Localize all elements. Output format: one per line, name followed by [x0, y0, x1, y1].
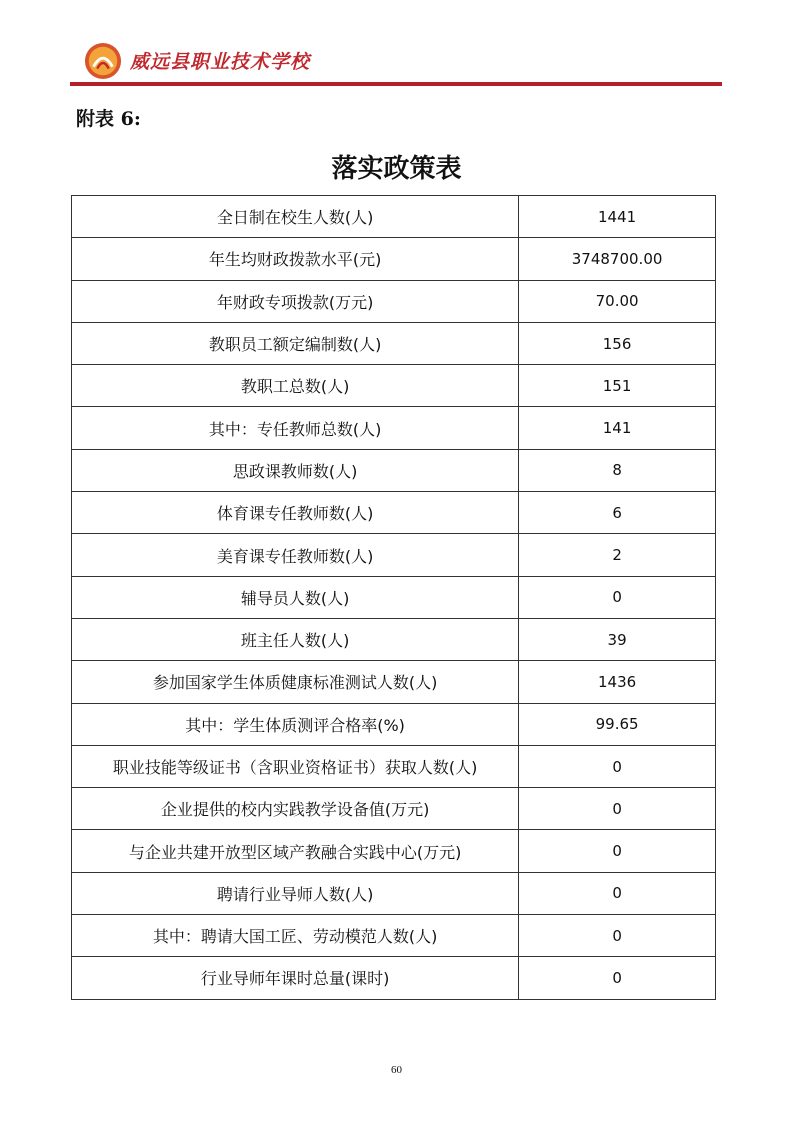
row-item: 其中：专任教师总数(人): [72, 407, 519, 449]
row-value: 0: [519, 915, 716, 957]
row-item: 参加国家学生体质健康标准测试人数(人): [72, 661, 519, 703]
row-value: 0: [519, 957, 716, 999]
row-item: 体育课专任教师数(人): [72, 492, 519, 534]
header-divider: [70, 82, 722, 86]
school-logo-icon: [84, 42, 122, 80]
row-item: 其中：聘请大国工匠、劳动模范人数(人): [72, 915, 519, 957]
row-item: 年财政专项拨款(万元): [72, 280, 519, 322]
policy-table: [71, 195, 716, 1000]
row-item: 教职工总数(人): [72, 365, 519, 407]
row-value: 6: [519, 492, 716, 534]
table-row: [72, 745, 716, 787]
row-item: 其中：学生体质测评合格率(%): [72, 703, 519, 745]
table-row: [72, 872, 716, 914]
row-item: 辅导员人数(人): [72, 576, 519, 618]
row-item: 思政课教师数(人): [72, 449, 519, 491]
page-number: 60: [391, 1064, 402, 1076]
row-value: 70.00: [519, 280, 716, 322]
row-item: 职业技能等级证书（含职业资格证书）获取人数(人): [72, 745, 519, 787]
row-value: 1441: [519, 196, 716, 238]
row-value: 99.65: [519, 703, 716, 745]
row-value: 3748700.00: [519, 238, 716, 280]
row-item: 美育课专任教师数(人): [72, 534, 519, 576]
page-title: 落实政策表: [331, 154, 462, 184]
row-value: 39: [519, 618, 716, 660]
row-value: 0: [519, 788, 716, 830]
row-item: 聘请行业导师人数(人): [72, 872, 519, 914]
row-value: 2: [519, 534, 716, 576]
table-row: [72, 238, 716, 280]
table-row: [72, 915, 716, 957]
row-value: 0: [519, 872, 716, 914]
row-item: 年生均财政拨款水平(元): [72, 238, 519, 280]
row-item: 班主任人数(人): [72, 618, 519, 660]
table-row: [72, 449, 716, 491]
table-row: [72, 407, 716, 449]
row-value: 151: [519, 365, 716, 407]
page-header: [80, 38, 722, 88]
annex-label: 附表 6:: [76, 108, 141, 130]
row-value: 8: [519, 449, 716, 491]
table-row: [72, 830, 716, 872]
table-row: [72, 196, 716, 238]
table-row: [72, 703, 716, 745]
row-item: 教职员工额定编制数(人): [72, 322, 519, 364]
table-row: [72, 957, 716, 999]
table-row: [72, 322, 716, 364]
table-row: [72, 618, 716, 660]
row-item: 行业导师年课时总量(课时): [72, 957, 519, 999]
table-row: [72, 534, 716, 576]
row-value: 0: [519, 576, 716, 618]
row-value: 1436: [519, 661, 716, 703]
row-value: 0: [519, 745, 716, 787]
row-item: 企业提供的校内实践教学设备值(万元): [72, 788, 519, 830]
row-item: 与企业共建开放型区域产教融合实践中心(万元): [72, 830, 519, 872]
table-row: [72, 280, 716, 322]
row-item: 全日制在校生人数(人): [72, 196, 519, 238]
table-row: [72, 492, 716, 534]
row-value: 156: [519, 322, 716, 364]
row-value: 0: [519, 830, 716, 872]
table-row: [72, 661, 716, 703]
table-row: [72, 788, 716, 830]
school-name: 威远县职业技术学校: [130, 51, 311, 73]
row-value: 141: [519, 407, 716, 449]
table-row: [72, 576, 716, 618]
table-row: [72, 365, 716, 407]
